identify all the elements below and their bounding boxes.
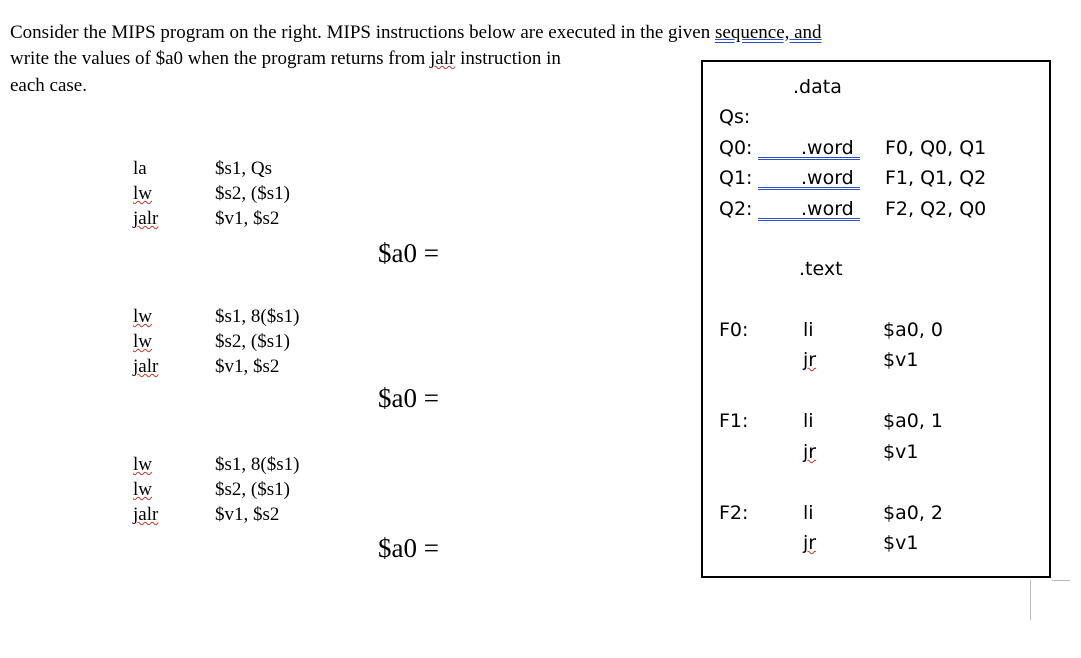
case-2-arg-2: $s2, ($s1) — [215, 331, 290, 352]
q0-values: F0, Q0, Q1 — [885, 137, 987, 159]
case-1-op-1: la — [133, 158, 147, 179]
intro-line-2-tail: instruction in — [455, 48, 561, 69]
f1-op-jr: jr — [803, 441, 817, 463]
case-2-op-1: lw — [133, 306, 152, 327]
intro-line-1 — [10, 20, 822, 46]
f0-arg-jr: $v1 — [883, 349, 919, 371]
q1-values: F1, Q1, Q2 — [885, 167, 987, 189]
case-3-op-1: lw — [133, 454, 152, 475]
case-3-op-3: jalr — [133, 504, 159, 525]
case-2-arg-3: $v1, $s2 — [215, 356, 280, 377]
case-3-arg-3: $v1, $s2 — [215, 504, 280, 525]
f1-op-li: li — [803, 410, 814, 432]
intro-line-2 — [10, 46, 561, 72]
q2-values: F2, Q2, Q0 — [885, 198, 987, 220]
case-1-arg-2: $s2, ($s1) — [215, 183, 290, 204]
f0-op-jr: jr — [803, 349, 817, 371]
case-3-arg-2: $s2, ($s1) — [215, 479, 290, 500]
case-3-arg-1: $s1, 8($s1) — [215, 454, 300, 475]
f1-label: F1: — [719, 410, 749, 432]
case-3-answer: $a0 = — [378, 533, 439, 563]
f0-arg-li: $a0, 0 — [883, 319, 943, 341]
q1-label: Q1: — [719, 167, 753, 189]
f2-op-jr: jr — [803, 532, 817, 554]
intro-sequence-word: sequence, and — [715, 22, 822, 43]
case-2-arg-1: $s1, 8($s1) — [215, 306, 300, 327]
case-3-op-2: lw — [133, 479, 152, 500]
f1-arg-li: $a0, 1 — [883, 410, 943, 432]
text-boundary-mark-vertical — [1030, 580, 1031, 620]
intro-line-3 — [10, 73, 87, 99]
case-2-op-3: jalr — [133, 356, 159, 377]
f2-arg-jr: $v1 — [883, 532, 919, 554]
f2-arg-li: $a0, 2 — [883, 502, 943, 524]
f0-label: F0: — [719, 319, 749, 341]
f2-label: F2: — [719, 502, 749, 524]
data-directive: .data — [793, 76, 842, 98]
case-2-op-2: lw — [133, 331, 152, 352]
f1-arg-jr: $v1 — [883, 441, 919, 463]
intro-line-2-text: write the values of $a0 when the program returns from — [10, 48, 430, 69]
q0-directive: .word — [801, 137, 854, 159]
text-boundary-mark-horizontal — [1052, 580, 1070, 581]
program-box — [701, 60, 1051, 578]
case-1-arg-1: $s1, Qs — [215, 158, 273, 179]
case-2-answer: $a0 = — [378, 383, 439, 413]
f0-op-li: li — [803, 319, 814, 341]
case-1-arg-3: $v1, $s2 — [215, 208, 280, 229]
case-1-op-3: jalr — [133, 208, 159, 229]
intro-jalr-word: jalr — [429, 48, 456, 69]
case-1-answer: $a0 = — [378, 238, 439, 268]
q2-directive: .word — [801, 198, 854, 220]
intro-line-3-text: each case. — [10, 75, 87, 96]
intro-line-1-text: Consider the MIPS program on the right. MIPS instructions below are executed in the given — [10, 22, 715, 43]
qs-label: Qs: — [719, 106, 751, 128]
text-directive: .text — [799, 258, 843, 280]
q0-label: Q0: — [719, 137, 753, 159]
q2-label: Q2: — [719, 198, 753, 220]
case-1-op-2: lw — [133, 183, 152, 204]
f2-op-li: li — [803, 502, 814, 524]
q1-directive: .word — [801, 167, 854, 189]
